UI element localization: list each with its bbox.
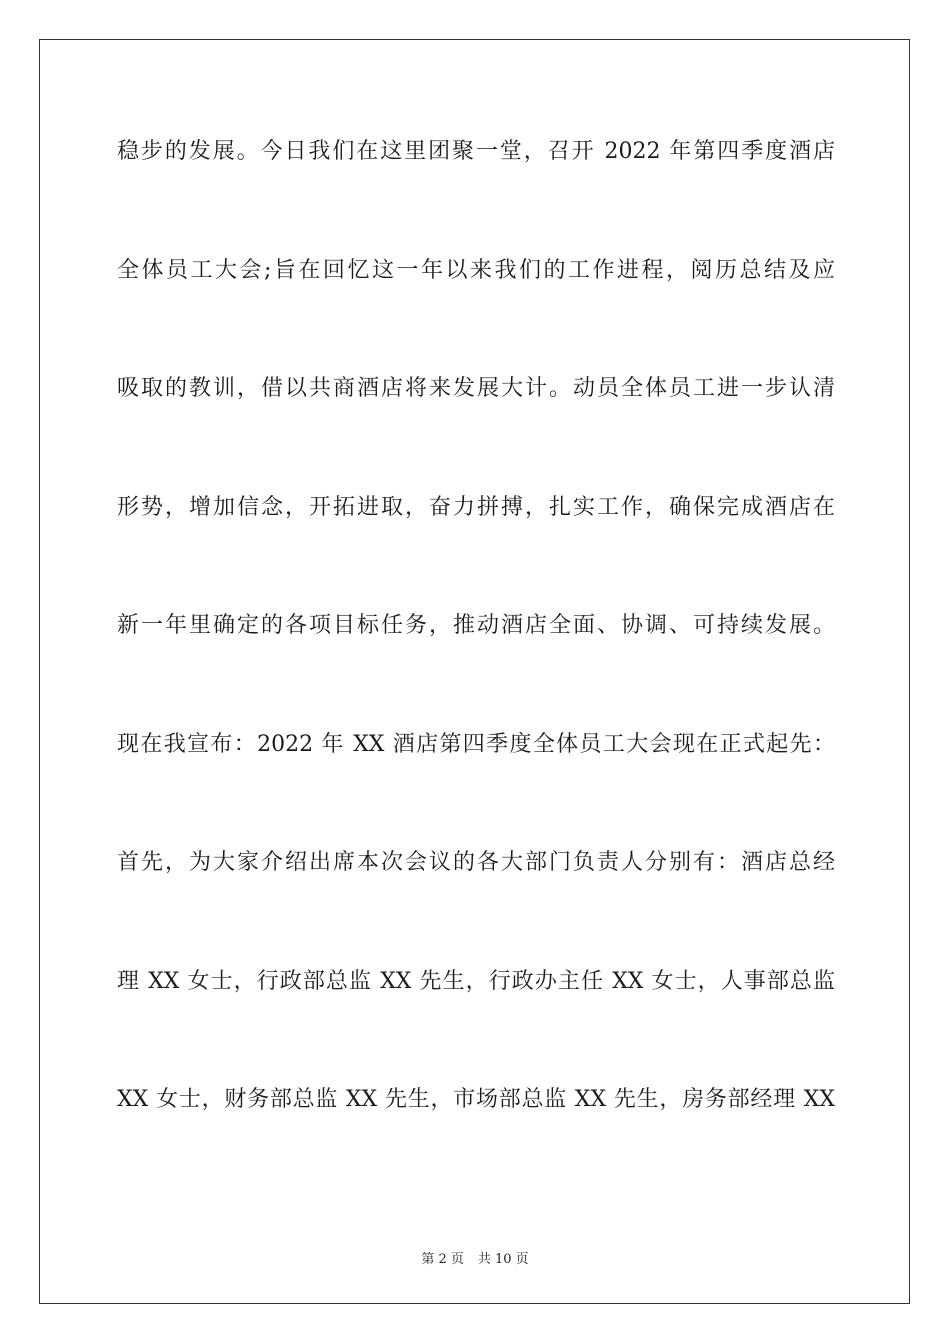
body-line: 现在我宣布：2022 年 XX 酒店第四季度全体员工大会现在正式起先： bbox=[117, 731, 835, 757]
body-line: 形势，增加信念，开拓进取，奋力拼搏，扎实工作，确保完成酒店在 bbox=[117, 494, 835, 520]
body-line: 首先，为大家介绍出席本次会议的各大部门负责人分别有：酒店总经 bbox=[117, 850, 835, 875]
body-line: XX 女士，财务部总监 XX 先生，市场部总监 XX 先生，房务部经理 XX bbox=[117, 1087, 835, 1112]
body-line: 理 XX 女士，行政部总监 XX 先生，行政办主任 XX 女士，人事部总监 bbox=[117, 968, 835, 994]
body-line: 稳步的发展。今日我们在这里团聚一堂，召开 2022 年第四季度酒店 bbox=[117, 139, 835, 164]
page-number: 第 2 页 bbox=[421, 1252, 464, 1267]
body-line: 新一年里确定的各项目标任务，推动酒店全面、协调、可持续发展。 bbox=[117, 613, 835, 638]
page-footer bbox=[0, 1248, 950, 1267]
document-body bbox=[117, 130, 835, 1197]
body-line: 全体员工大会;旨在回忆这一年以来我们的工作进程，阅历总结及应 bbox=[117, 257, 835, 283]
body-line: 吸取的教训，借以共商酒店将来发展大计。动员全体员工进一步认清 bbox=[117, 376, 835, 401]
page-total: 共 10 页 bbox=[477, 1252, 529, 1267]
